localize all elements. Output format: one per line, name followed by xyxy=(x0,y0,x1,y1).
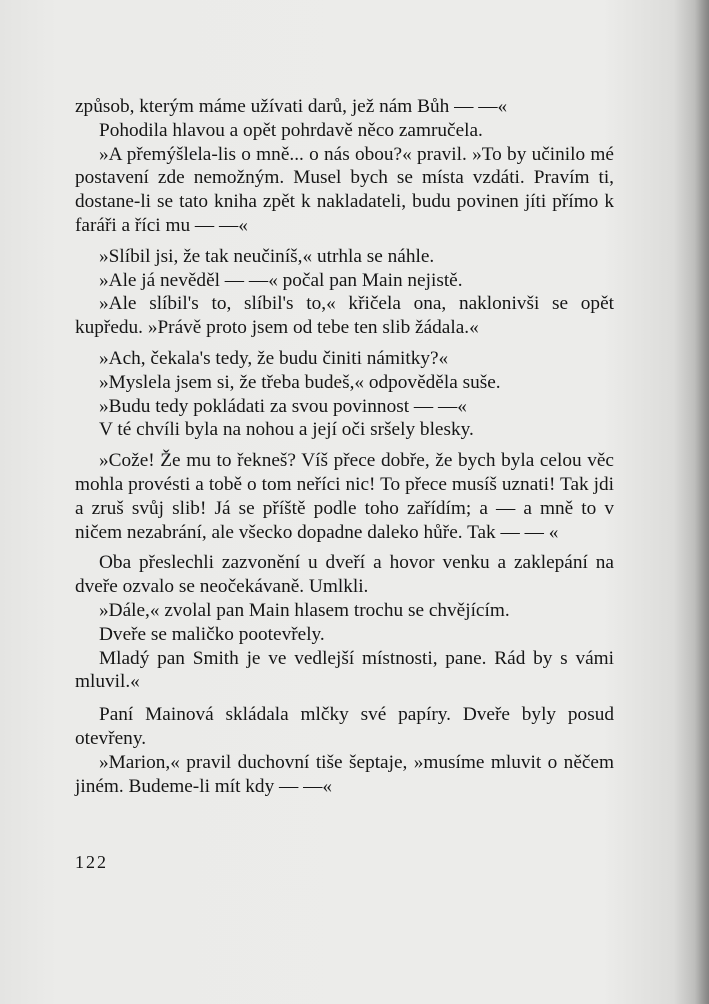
paragraph: »Slíbil jsi, že tak neučiníš,« utrhla se náhle. xyxy=(99,245,435,267)
paragraph: »Myslela jsem si, že třeba budeš,« odpověděla suše. xyxy=(99,371,501,393)
paragraph: »Ale slíbil's to, slíbil's to,« křičela ona, naklonivši se opět kupředu. »Právě proto jsem od tebe ten slib žádala.« xyxy=(75,293,614,339)
paragraph: »A přemýšlela-lis o mně... o nás obou?« pravil. »To by učinilo mé postavení zde nemožným. Musel bych se místa vzdáti. Pravím ti, dostane-li se tato kniha zpět k nakladateli, budu povinen jíti přímo k faráři a říci mu — —« xyxy=(75,143,614,236)
paragraph: Oba přeslechli zazvonění u dveří a hovor venku a zaklepání na dveře ozvalo se neočekávaně. Umlkli. xyxy=(75,552,614,598)
paragraph: »Marion,« pravil duchovní tiše šeptaje, »musíme mluvit o něčem jiném. Budeme-li mít kdy — —« xyxy=(75,751,614,797)
paragraph: Mladý pan Smith je ve vedlejší místnosti, pane. Rád by s vámi mluvil.« xyxy=(75,647,614,693)
paragraph: Dveře se maličko pootevřely. xyxy=(99,623,325,645)
paragraph: V té chvíli byla na nohou a její oči sršely blesky. xyxy=(99,419,474,441)
page-number: 122 xyxy=(75,852,108,872)
body-text xyxy=(75,95,614,798)
paragraph: Pohodila hlavou a opět pohrdavě něco zamručela. xyxy=(99,119,483,141)
paragraph: »Ach, čekala's tedy, že budu činiti námitky?« xyxy=(99,347,449,369)
paragraph: »Ale já nevěděl — —« počal pan Main nejistě. xyxy=(99,269,463,291)
paragraph: Paní Mainová skládala mlčky své papíry. Dveře byly posud otevřeny. xyxy=(75,704,614,749)
paragraph: »Budu tedy pokládati za svou povinnost — —« xyxy=(99,395,467,417)
paragraph: způsob, kterým máme užívati darů, jež nám Bůh — —« xyxy=(75,96,508,117)
paragraph: »Dále,« zvolal pan Main hlasem trochu se chvějícím. xyxy=(99,599,510,621)
page-edge-shadow xyxy=(695,0,709,1004)
paragraph: »Cože! Že mu to řekneš? Víš přece dobře, že bych byla celou věc mohla provésti a tobě o tom neříci nic! To přece musíš uznati! Tak jdi a zruš svůj slib! Já se příště podle toho zařídím; a — a mně to v ničem nezabrání, ale všecko dopadne daleko hůře. Tak — — « xyxy=(75,450,614,543)
